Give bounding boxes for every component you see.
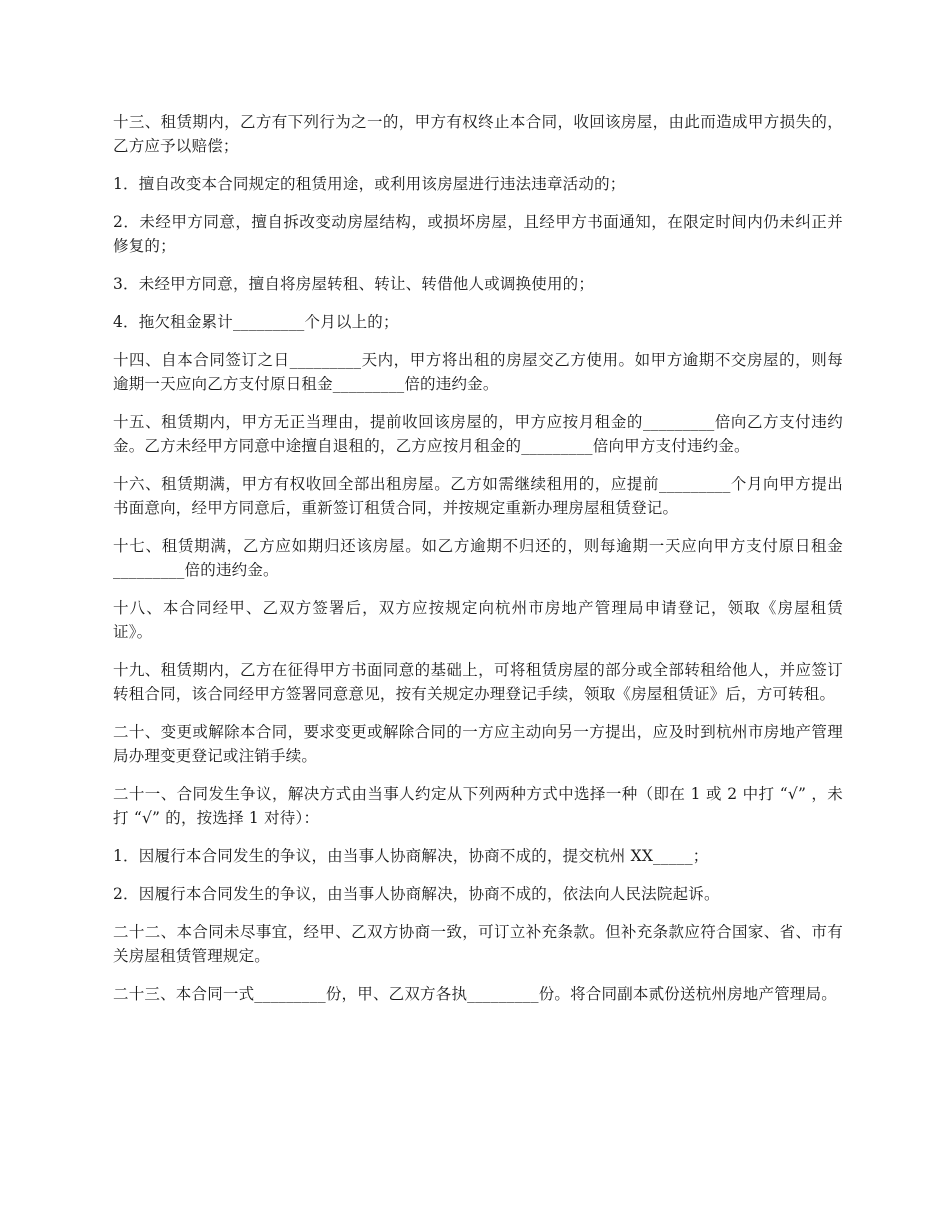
- document-body: [113, 110, 843, 1020]
- clause-13-item-1: 1．擅自改变本合同规定的租赁用途，或利用该房屋进行违法违章活动的；: [113, 175, 626, 193]
- clause-13-item-4: 4．拖欠租金累计_________个月以上的；: [113, 313, 399, 331]
- clause-13-item-3: 3．未经甲方同意，擅自将房屋转租、转让、转借他人或调换使用的；: [113, 275, 595, 293]
- clause-19: 十九、租赁期内，乙方在征得甲方书面同意的基础上，可将租赁房屋的部分或全部转租给他人，并应签订转租合同，该合同经甲方签署同意意见，按有关规定办理登记手续，领取《房屋租赁证》后，方可转租。: [113, 661, 843, 703]
- clause-16: 十六、租赁期满，甲方有权收回全部出租房屋。乙方如需继续租用的，应提前_________个月向甲方提出书面意向，经甲方同意后，重新签订租赁合同，并按规定重新办理房屋租赁登记。: [113, 475, 843, 517]
- clause-18: 十八、本合同经甲、乙双方签署后，双方应按规定向杭州市房地产管理局申请登记，领取《房屋租赁证》。: [113, 599, 843, 641]
- clause-13-item-2: 2．未经甲方同意，擅自拆改变动房屋结构，或损坏房屋，且经甲方书面通知，在限定时间内仍未纠正并修复的；: [113, 213, 843, 255]
- clause-14: 十四、自本合同签订之日_________天内，甲方将出租的房屋交乙方使用。如甲方逾期不交房屋的，则每逾期一天应向乙方支付原日租金_________倍的违约金。: [113, 351, 843, 393]
- clause-23: 二十三、本合同一式_________份，甲、乙双方各执_________份。将合同副本贰份送杭州房地产管理局。: [113, 985, 838, 1003]
- clause-13: 十三、租赁期内，乙方有下列行为之一的，甲方有权终止本合同，收回该房屋，由此而造成甲方损失的，乙方应予以赔偿；: [113, 113, 843, 155]
- clause-17: 十七、租赁期满，乙方应如期归还该房屋。如乙方逾期不归还的，则每逾期一天应向甲方支付原日租金_________倍的违约金。: [113, 537, 843, 579]
- clause-21-option-1: 1．因履行本合同发生的争议，由当事人协商解决，协商不成的，提交杭州 XX_____；: [113, 847, 709, 865]
- clause-21: 二十一、合同发生争议，解决方式由当事人约定从下列两种方式中选择一种（即在 1 或 2 中打 “√” ，未打 “√” 的，按选择 1 对待）：: [113, 785, 843, 827]
- clause-15: 十五、租赁期内，甲方无正当理由，提前收回该房屋的，甲方应按月租金的_________倍向乙方支付违约金。乙方未经甲方同意中途擅自退租的，乙方应按月租金的_________倍向甲方支付违约金。: [113, 413, 843, 455]
- clause-20: 二十、变更或解除本合同，要求变更或解除合同的一方应主动向另一方提出，应及时到杭州市房地产管理局办理变更登记或注销手续。: [113, 723, 843, 765]
- clause-22: 二十二、本合同未尽事宜，经甲、乙双方协商一致，可订立补充条款。但补充条款应符合国家、省、市有关房屋租赁管理规定。: [113, 923, 843, 965]
- clause-21-option-2: 2．因履行本合同发生的争议，由当事人协商解决，协商不成的，依法向人民法院起诉。: [113, 885, 720, 903]
